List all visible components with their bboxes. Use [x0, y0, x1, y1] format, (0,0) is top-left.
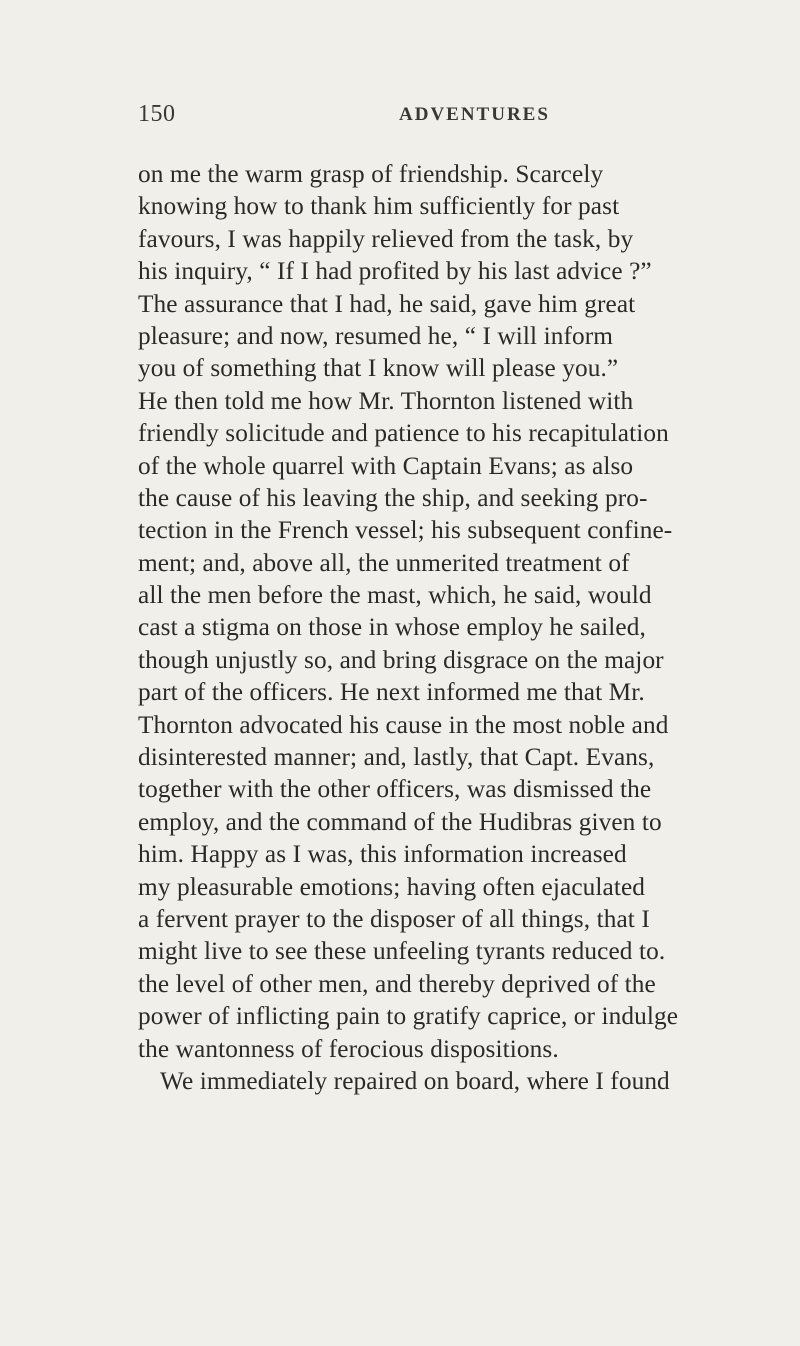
text-line: a fervent prayer to the disposer of all things, that I	[138, 904, 650, 933]
text-line: him. Happy as I was, this information increased	[138, 840, 627, 869]
text-line: on me the warm grasp of friendship. Scarcely	[138, 160, 604, 188]
page-number: 150	[138, 101, 176, 127]
text-line: you of something that I know will please you.”	[138, 354, 619, 383]
text-line: his inquiry, “ If I had profited by his last advice ?”	[138, 257, 652, 286]
text-line: Thornton advocated his cause in the most noble and	[138, 710, 669, 739]
text-line-paragraph-start: We immediately repaired on board, where I found	[160, 1066, 670, 1095]
text-line: tection in the French vessel; his subsequent confine-	[138, 516, 673, 545]
text-line: my pleasurable emotions; having often ejaculated	[138, 872, 646, 901]
text-line: of the whole quarrel with Captain Evans; as also	[138, 451, 634, 480]
text-line: power of inflicting pain to gratify caprice, or indulge	[138, 1002, 679, 1031]
text-line: the cause of his leaving the ship, and seeking pro-	[138, 483, 648, 512]
text-line: knowing how to thank him sufficiently for past	[138, 192, 620, 221]
text-line: cast a stigma on those in whose employ he sailed,	[138, 613, 646, 642]
text-line: He then told me how Mr. Thornton listened with	[138, 386, 634, 415]
text-line: The assurance that I had, he said, gave him great	[138, 289, 636, 318]
text-line: friendly solicitude and patience to his recapitulation	[138, 419, 669, 448]
text-line: pleasure; and now, resumed he, “ I will inform	[138, 321, 614, 350]
page-header	[0, 101, 800, 131]
text-line: together with the other officers, was dismissed the	[138, 775, 652, 804]
text-line: favours, I was happily relieved from the task, by	[138, 224, 634, 253]
body-text	[138, 158, 778, 1097]
text-line: employ, and the command of the Hudibras given to	[138, 807, 662, 836]
running-head: ADVENTURES	[399, 104, 550, 125]
text-line: part of the officers. He next informed me that Mr.	[138, 678, 645, 707]
text-line: all the men before the mast, which, he said, would	[138, 581, 652, 610]
text-line: the wantonness of ferocious dispositions.	[138, 1034, 559, 1063]
text-line: might live to see these unfeeling tyrants reduced to.	[138, 937, 666, 966]
text-line: disinterested manner; and, lastly, that Capt. Evans,	[138, 743, 655, 772]
text-line: the level of other men, and thereby deprived of the	[138, 969, 656, 998]
text-line: ment; and, above all, the unmerited treatment of	[138, 548, 630, 577]
text-line: though unjustly so, and bring disgrace on the major	[138, 645, 664, 674]
